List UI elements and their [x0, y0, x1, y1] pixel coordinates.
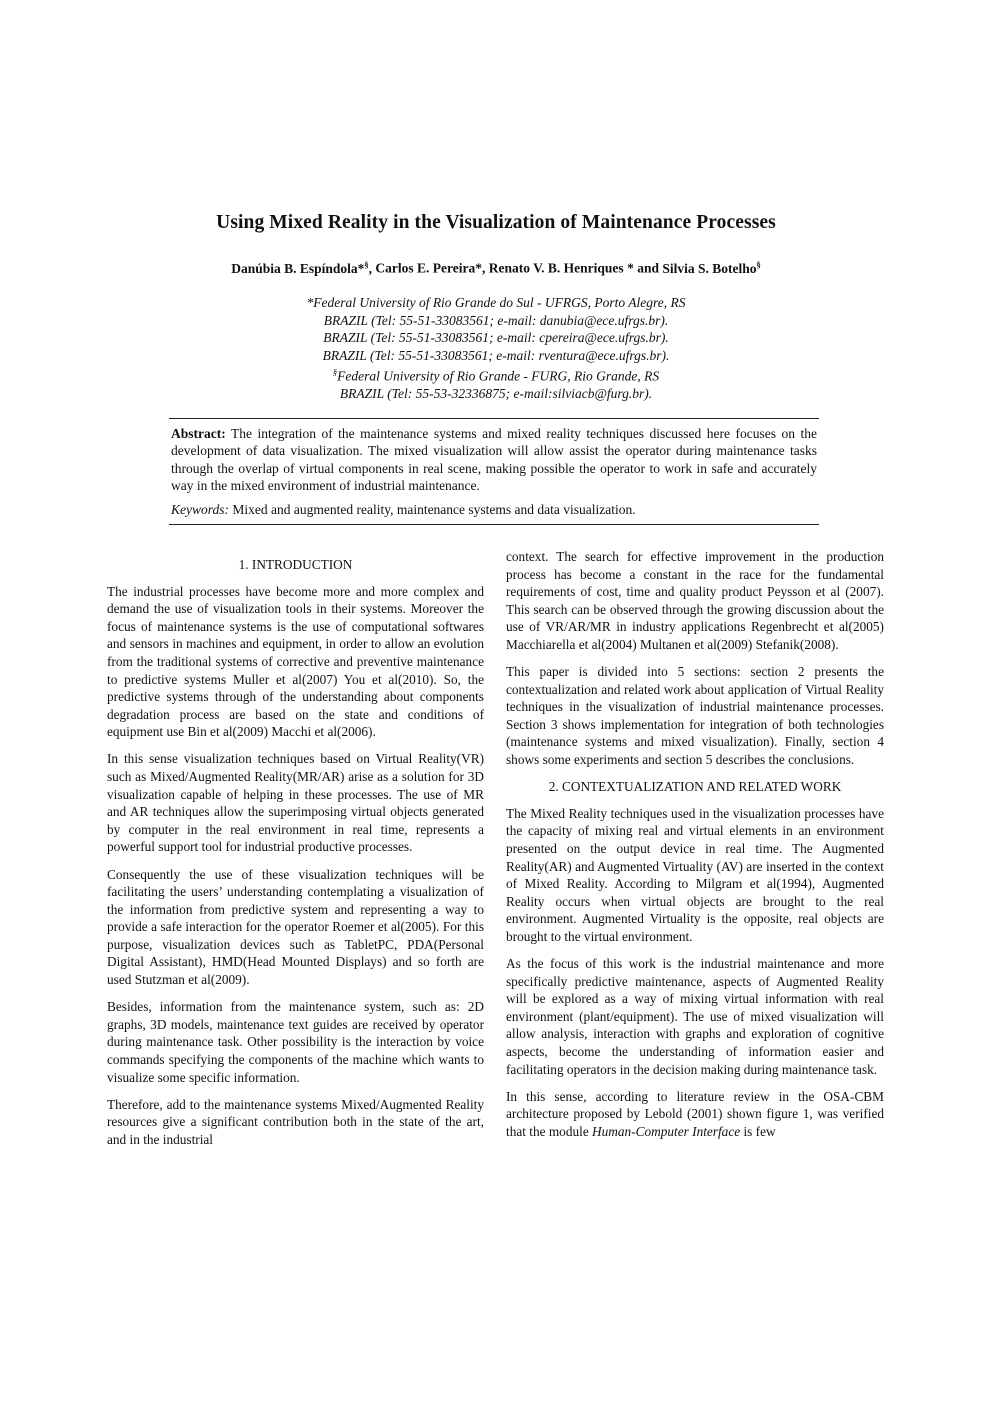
- paragraph: Besides, information from the maintenance system, such as: 2D graphs, 3D models, maintenance text guides are received by operator during maintenance task. Other possibility is the interaction by voice commands specifying the components of the machine which wants to visualize some specific information.: [107, 999, 484, 1085]
- affiliation-line: BRAZIL (Tel: 55-51-33083561; e-mail: cpereira@ece.ufrgs.br).: [323, 330, 669, 346]
- affiliation-line: BRAZIL (Tel: 55-53-32336875; e-mail:silviacb@furg.br).: [339, 386, 653, 402]
- module-name: Human-Computer Interface: [592, 1123, 741, 1139]
- left-column: [107, 548, 484, 1158]
- paragraph: Therefore, add to the maintenance systems Mixed/Augmented Reality resources give a significant contribution both in the state of the art, and in the industrial: [107, 1096, 484, 1147]
- keywords: [171, 501, 817, 518]
- abstract-top-rule: [169, 418, 819, 419]
- author-2: Carlos E. Pereira*,: [375, 260, 489, 276]
- abstract-label: Abstract:: [171, 426, 226, 441]
- paragraph: In this sense visualization techniques based on Virtual Reality(VR) such as Mixed/Augmented Reality(MR/AR) arise as a solution for 3D visualization capable of helping in these processes. The use of MR and AR techniques allow the superimposing virtual objects generated by computer in the real environment in real time, represents a powerful support tool for industrial productive processes.: [107, 751, 484, 855]
- paragraph: The Mixed Reality techniques used in the visualization processes have the capacity of mixing real and virtual elements in an environment presented on the output device in real time. The Augmented Reality(AR) and Augmented Virtuality (AV) are inserted in the context of Mixed Reality. According to Milgram et al(1994), Augmented Reality occurs when virtual objects are brought to the real environment. Augmented Virtuality is the opposite, real objects are brought to the virtual environment.: [506, 805, 884, 944]
- author-4: Silvia S. Botelho§: [662, 259, 761, 276]
- paragraph: The industrial processes have become more and more complex and demand the use of visualization tools in their systems. Moreover the focus of maintenance systems is the use of computational softwares and sensors in machines and equipment, in order to allow an evolution from the traditional systems of corrective and preventive maintenance to predictive systems Muller et al(2007) You et al(2010). So, the predictive systems through of the understanding about components degradation process are based on the state and conditions of equipment use Bin et al(2009) Macchi et al(2006).: [107, 583, 484, 740]
- section-heading-introduction: 1. INTRODUCTION: [238, 557, 353, 572]
- paragraph: In this sense, according to literature review in the OSA-CBM architecture proposed by Lebold (2001) shown figure 1, was verified that the module Human-Computer Interface is few: [506, 1088, 884, 1139]
- affiliation-line: §Federal University of Rio Grande - FURG, Rio Grande, RS: [332, 367, 660, 384]
- keywords-text: Mixed and augmented reality, maintenance systems and data visualization.: [229, 502, 636, 517]
- affiliations: [0, 294, 992, 403]
- abstract-text: The integration of the maintenance systems and mixed reality techniques discussed here focuses on the development of data visualization. The mixed visualization will allow assist the operator during maintenance tasks through the overlap of virtual components in real scene, making possible the operator to work in safe and accurately way in the mixed environment of industrial maintenance.: [171, 426, 817, 494]
- author-1: Danúbia B. Espíndola*§,: [231, 259, 376, 276]
- author-list: [0, 259, 992, 277]
- affiliation-line: BRAZIL (Tel: 55-51-33083561; e-mail: rventura@ece.ufrgs.br).: [322, 347, 670, 363]
- paper-title: Using Mixed Reality in the Visualization of Maintenance Processes: [216, 212, 776, 233]
- affiliation-line: BRAZIL (Tel: 55-51-33083561; e-mail: danubia@ece.ufrgs.br).: [323, 312, 669, 328]
- paragraph: This paper is divided into 5 sections: section 2 presents the contextualization and related work about application of Virtual Reality techniques in the visualization of industrial maintenance processes. Section 3 shows implementation for integration of both technologies (maintenance systems and mixed visualization). Finally, section 4 shows some experiments and section 5 describes the conclusions.: [506, 664, 884, 768]
- paragraph: As the focus of this work is the industrial maintenance and more specifically predictive maintenance, aspects of Augmented Reality will be explored as a way of mixing virtual information with real environment (plant/equipment). The use of mixed visualization will allow analysis, interaction with graphs and exploration of cognitive aspects, become the understanding of information easier and facilitating operators in the decision making during maintenance task.: [506, 955, 884, 1077]
- section-heading-contextualization: 2. CONTEXTUALIZATION AND RELATED WORK: [548, 779, 842, 795]
- paragraph: Consequently the use of these visualization techniques will be facilitating the users’ understanding contemplating a visualization of the information from predictive system and representing a way to provide a safe interaction for the operator Roemer et al(2005). For this purpose, visualization devices such as TabletPC, PDA(Personal Digital Assistant), HMD(Head Mounted Displays) and so forth are used Stutzman et al(2009).: [107, 866, 484, 988]
- abstract-bottom-rule: [169, 524, 819, 525]
- right-column: [506, 548, 884, 1150]
- keywords-label: Keywords:: [171, 502, 229, 517]
- paragraph: context. The search for effective improvement in the production process has become a constant in the race for the fundamental requirements of cost, time and quality product Peysson et al (2007). This search can be observed through the growing discussion about the use of VR/AR/MR in industry applications Regenbrecht et al(2005) Macchiarella et al(2004) Multanen et al(2009) Stefanik(2008).: [506, 549, 884, 652]
- author-3: Renato V. B. Henriques * and: [488, 260, 663, 276]
- affiliation-line: *Federal University of Rio Grande do Sul - UFRGS, Porto Alegre, RS: [306, 295, 686, 310]
- abstract: [171, 425, 817, 495]
